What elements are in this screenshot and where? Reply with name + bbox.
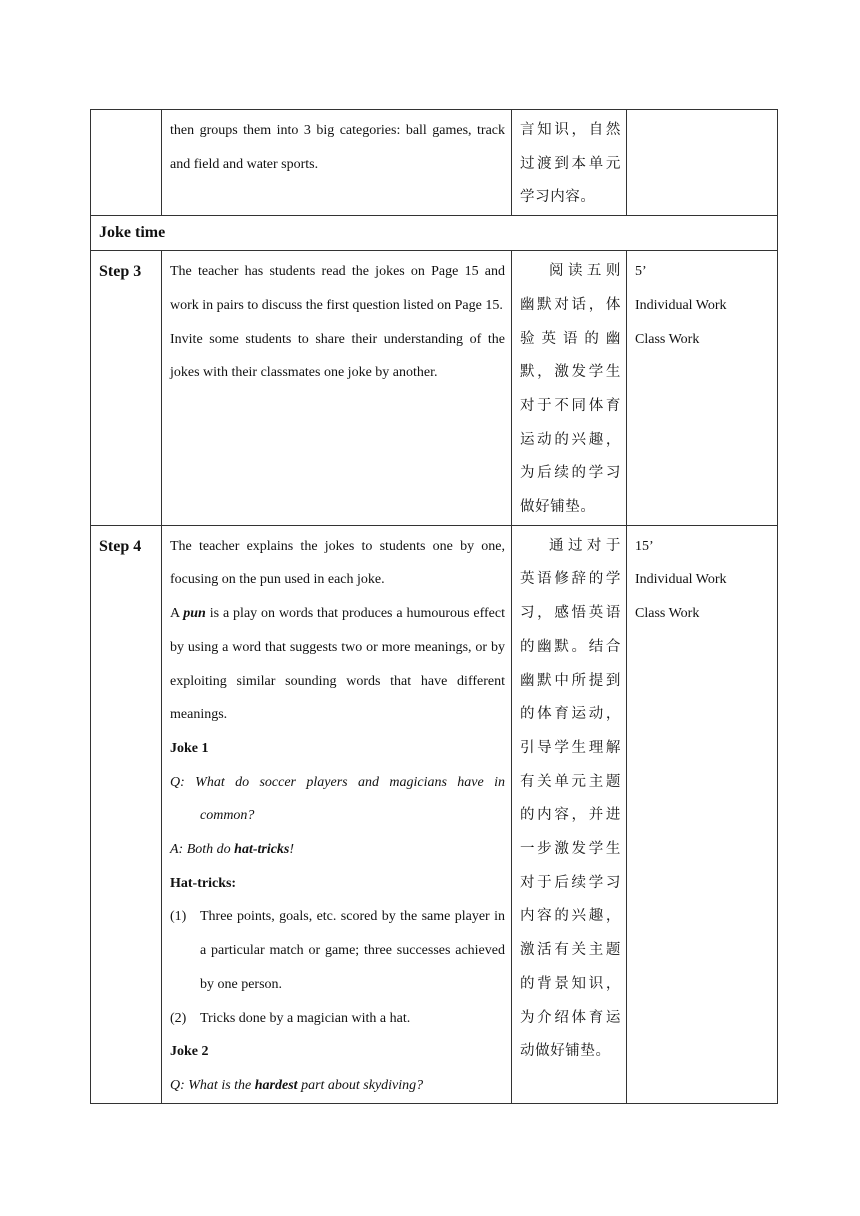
procedure-cell: [162, 110, 512, 216]
aim-text: 通过对于英语修辞的学习，感悟英语的幽默。结合幽默中所提到的体育运动，引导学生理解有关单元主题的内容，并进一步激发学生对于后续学习内容的兴趣，激活有关主题的背景知识，为介绍体育运动做好铺垫。: [520, 537, 621, 1060]
step-label: Step 3: [91, 251, 162, 526]
time-mode-cell: [627, 525, 778, 1103]
mode-class: Class Work: [635, 606, 700, 622]
time-cell-empty: [627, 110, 778, 216]
joke-question: Q: What do soccer players and magicians have in common?: [170, 774, 505, 824]
joke-question: Q: What is the hardest part about skydiving?: [170, 1077, 424, 1093]
time-value: 15’: [635, 538, 654, 554]
procedure-cell: [162, 251, 512, 526]
procedure-paragraph: Invite some students to share their understanding of the jokes with their classmates one joke by another.: [170, 331, 505, 381]
joke-title: Joke 1: [170, 740, 209, 756]
joke-keyword: hardest: [254, 1077, 298, 1093]
aim-text: 阅读五则幽默对话，体验英语的幽默，激发学生对于不同体育运动的兴趣，为后续的学习做好铺垫。: [520, 263, 621, 516]
time-mode-cell: [627, 251, 778, 526]
pun-definition: A pun is a play on words that produces a humourous effect by using a word that suggests two or more meanings, or by exploiting similar sounding words that have different meanings.: [170, 606, 505, 723]
step-label: Step 4: [91, 525, 162, 1103]
table-row-step4: [91, 525, 778, 1103]
procedure-paragraph: The teacher explains the jokes to students one by one, focusing on the pun used in each joke.: [170, 538, 505, 588]
section-title: Joke time: [91, 216, 778, 251]
mode-class: Class Work: [635, 331, 700, 347]
table-row-continuation: [91, 110, 778, 216]
lesson-plan-table: [90, 109, 778, 1104]
definition-item: (2) Tricks done by a magician with a hat.: [170, 1010, 411, 1026]
term-title: Hat-tricks:: [170, 875, 237, 891]
mode-individual: Individual Work: [635, 572, 727, 588]
aim-cell: [512, 110, 627, 216]
definition-item: (1) Three points, goals, etc. scored by the same player in a particular match or game; three successes achieved by one person.: [170, 909, 505, 992]
pun-term: pun: [183, 606, 206, 622]
table-row-step3: [91, 251, 778, 526]
step-cell-empty: [91, 110, 162, 216]
joke-title: Joke 2: [170, 1044, 209, 1060]
aim-text: 言知识，自然过渡到本单元学习内容。: [520, 122, 621, 206]
aim-cell: [512, 251, 627, 526]
procedure-text: then groups them into 3 big categories: ball games, track and field and water sports.: [170, 123, 505, 172]
time-value: 5’: [635, 264, 647, 280]
mode-individual: Individual Work: [635, 297, 727, 313]
procedure-paragraph: The teacher has students read the jokes on Page 15 and work in pairs to discuss the first question listed on Page 15.: [170, 264, 505, 313]
joke-keyword: hat-tricks: [234, 842, 290, 858]
aim-cell: [512, 525, 627, 1103]
procedure-cell: [162, 525, 512, 1103]
joke-answer: A: Both do hat-tricks!: [170, 842, 295, 858]
section-row: [91, 216, 778, 251]
